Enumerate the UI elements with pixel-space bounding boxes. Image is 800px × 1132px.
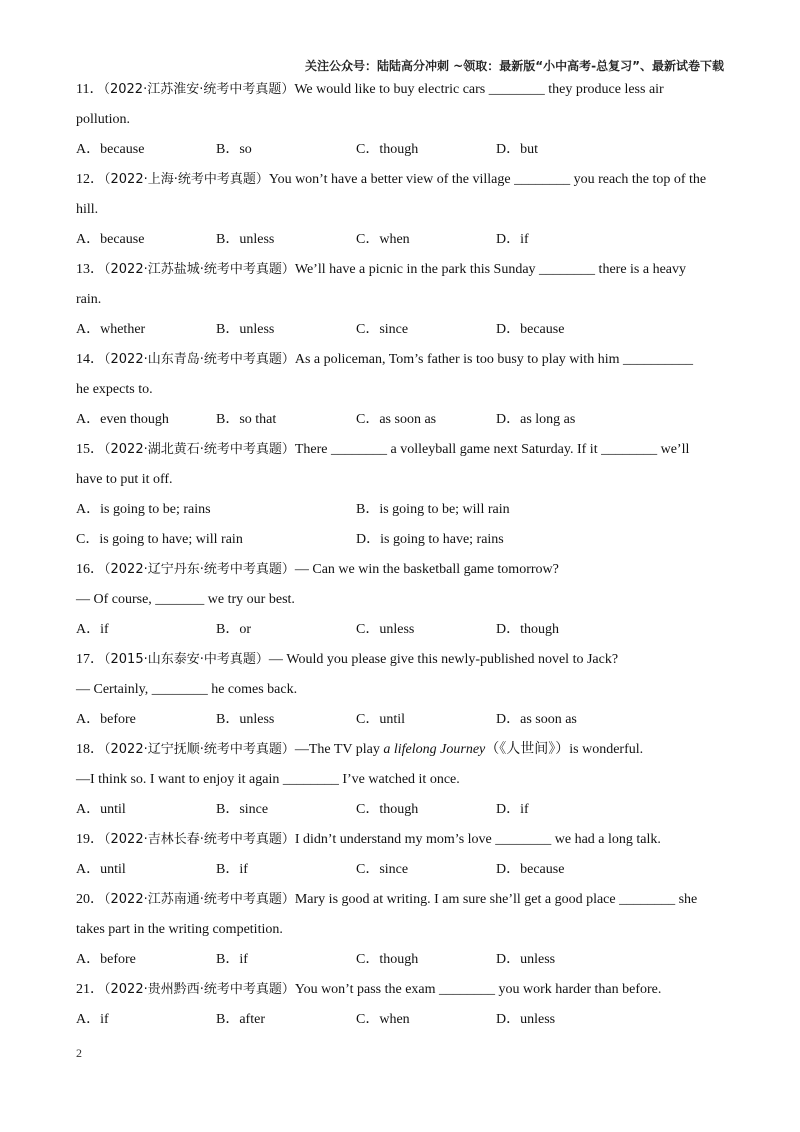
- page-header: 关注公众号：陆陆高分冲刺 ~领取：最新版“小中高考-总复习”、最新试卷下载: [305, 59, 724, 73]
- answer-options: [76, 945, 726, 975]
- question-source: （2022·辽宁丹东·统考中考真题）: [104, 562, 295, 577]
- question-number: 18．: [76, 742, 104, 757]
- question-11: [76, 75, 726, 165]
- question-source: （2022·江苏淮安·统考中考真题）: [103, 82, 295, 97]
- question-number: 16．: [76, 562, 104, 577]
- question-number: 14．: [76, 352, 104, 367]
- question-text: — Would you please give this newly-published novel to Jack?: [268, 652, 619, 667]
- question-list: [76, 75, 726, 1035]
- option-a[interactable]: A．before: [76, 952, 136, 967]
- question-text: Mary is good at writing. I am sure she’ll get a good place ________ she: [294, 892, 698, 907]
- option-b[interactable]: B．so: [216, 142, 252, 157]
- question-text-continued: rain.: [76, 292, 102, 307]
- question-number: 11．: [76, 82, 104, 97]
- answer-options: [76, 855, 726, 885]
- option-c[interactable]: C．when: [356, 1012, 410, 1027]
- question-12: [76, 165, 726, 255]
- question-stem: [76, 345, 726, 375]
- option-c[interactable]: C．unless: [356, 622, 415, 637]
- question-text: We’ll have a picnic in the park this Sunday ________ there is a heavy: [294, 262, 687, 277]
- question-text: We would like to buy electric cars ________ they produce less air: [294, 82, 664, 97]
- question-source: （2015·山东泰安·中考真题）: [104, 652, 269, 667]
- option-a[interactable]: A．before: [76, 712, 136, 727]
- question-number: 19．: [76, 832, 104, 847]
- answer-options: [76, 315, 726, 345]
- option-d[interactable]: D．if: [496, 802, 529, 817]
- option-a[interactable]: A．if: [76, 1012, 109, 1027]
- answer-options: [76, 405, 726, 435]
- question-stem: [76, 975, 726, 1005]
- question-text: As a policeman, Tom’s father is too busy to play with him __________: [294, 352, 693, 367]
- question-text: —The TV play: [294, 742, 384, 757]
- option-a[interactable]: A．is going to be; rains: [76, 502, 211, 517]
- question-source: （2022·贵州黔西·统考中考真题）: [104, 982, 295, 997]
- question-20: [76, 885, 726, 975]
- option-c[interactable]: C．though: [356, 952, 419, 967]
- question-source: （2022·山东青岛·统考中考真题）: [104, 352, 295, 367]
- question-15: [76, 435, 726, 555]
- option-b[interactable]: B．is going to be; will rain: [356, 502, 510, 517]
- answer-options: [76, 225, 726, 255]
- option-b[interactable]: B．unless: [216, 322, 275, 337]
- question-source: （2022·江苏盐城·统考中考真题）: [104, 262, 295, 277]
- question-19: [76, 825, 726, 885]
- option-a[interactable]: A．because: [76, 142, 145, 157]
- question-18: [76, 735, 726, 825]
- question-stem: [76, 825, 726, 855]
- play-title: a lifelong Journey: [383, 742, 486, 757]
- answer-options: [76, 615, 726, 645]
- option-b[interactable]: B．so that: [216, 412, 277, 427]
- answer-options: [76, 795, 726, 825]
- question-text-tail: （《人世间》）is wonderful.: [485, 742, 644, 757]
- option-d[interactable]: D．though: [496, 622, 559, 637]
- answer-options: [76, 495, 726, 525]
- question-text-continued: — Of course, _______ we try our best.: [76, 592, 295, 607]
- answer-options: [76, 705, 726, 735]
- question-14: [76, 345, 726, 435]
- question-text-continued: —I think so. I want to enjoy it again ________ I’ve watched it once.: [76, 772, 460, 787]
- question-stem: [76, 255, 726, 285]
- question-17: [76, 645, 726, 735]
- option-d[interactable]: D．unless: [496, 952, 556, 967]
- option-d[interactable]: D．as long as: [496, 412, 576, 427]
- answer-options: [76, 135, 726, 165]
- option-a[interactable]: A．because: [76, 232, 145, 247]
- option-a[interactable]: A．until: [76, 862, 126, 877]
- option-b[interactable]: B．unless: [216, 232, 275, 247]
- question-16: [76, 555, 726, 645]
- question-text: You won’t pass the exam ________ you work harder than before.: [294, 982, 662, 997]
- question-stem: [76, 555, 726, 585]
- option-a[interactable]: A．whether: [76, 322, 146, 337]
- question-stem: [76, 165, 726, 195]
- question-text-continued: pollution.: [76, 112, 131, 127]
- option-c[interactable]: C．though: [356, 142, 419, 157]
- question-number: 17．: [76, 652, 104, 667]
- question-text-continued: hill.: [76, 202, 99, 217]
- option-c[interactable]: C．is going to have; will rain: [76, 532, 243, 547]
- option-c[interactable]: C．though: [356, 802, 419, 817]
- page-number: 2: [76, 1046, 82, 1060]
- option-a[interactable]: A．until: [76, 802, 126, 817]
- question-text: — Can we win the basketball game tomorrow?: [294, 562, 559, 577]
- question-source: （2022·吉林长春·统考中考真题）: [104, 832, 295, 847]
- question-stem: [76, 435, 726, 465]
- option-d[interactable]: D．but: [496, 142, 538, 157]
- option-b[interactable]: B．after: [216, 1012, 265, 1027]
- option-c[interactable]: C．until: [356, 712, 406, 727]
- option-b[interactable]: B．or: [216, 622, 251, 637]
- option-c[interactable]: C．as soon as: [356, 412, 437, 427]
- question-stem: [76, 885, 726, 915]
- question-source: （2022·江苏南通·统考中考真题）: [104, 892, 295, 907]
- question-source: （2022·辽宁抚顺·统考中考真题）: [104, 742, 295, 757]
- question-text-continued: have to put it off.: [76, 472, 173, 487]
- option-b[interactable]: B．since: [216, 802, 269, 817]
- question-number: 12．: [76, 172, 104, 187]
- option-d[interactable]: D．because: [496, 322, 565, 337]
- question-text-continued: — Certainly, ________ he comes back.: [76, 682, 298, 697]
- option-a[interactable]: A．even though: [76, 412, 169, 427]
- answer-options: [76, 525, 726, 555]
- question-stem: [76, 645, 726, 675]
- question-source: （2022·上海·统考中考真题）: [104, 172, 269, 187]
- answer-options: [76, 1005, 726, 1035]
- question-number: 15．: [76, 442, 104, 457]
- option-b[interactable]: B．if: [216, 952, 248, 967]
- option-b[interactable]: B．if: [216, 862, 248, 877]
- question-source: （2022·湖北黄石·统考中考真题）: [104, 442, 295, 457]
- question-text-continued: he expects to.: [76, 382, 153, 397]
- question-stem: [76, 75, 726, 105]
- option-b[interactable]: B．unless: [216, 712, 275, 727]
- option-c[interactable]: C．when: [356, 232, 410, 247]
- question-text: There ________ a volleyball game next Saturday. If it ________ we’ll: [294, 442, 690, 457]
- question-text: I didn’t understand my mom’s love ________ we had a long talk.: [294, 832, 661, 847]
- option-d[interactable]: D．as soon as: [496, 712, 577, 727]
- option-c[interactable]: C．since: [356, 862, 409, 877]
- option-d[interactable]: D．if: [496, 232, 529, 247]
- question-number: 13．: [76, 262, 104, 277]
- question-text: You won’t have a better view of the village ________ you reach the top of the: [268, 172, 707, 187]
- question-13: [76, 255, 726, 345]
- question-21: [76, 975, 726, 1035]
- option-d[interactable]: D．unless: [496, 1012, 556, 1027]
- question-number: 21．: [76, 982, 104, 997]
- option-a[interactable]: A．if: [76, 622, 109, 637]
- option-c[interactable]: C．since: [356, 322, 409, 337]
- option-d[interactable]: D．is going to have; rains: [356, 532, 504, 547]
- question-stem: [76, 735, 726, 765]
- option-d[interactable]: D．because: [496, 862, 565, 877]
- question-text-continued: takes part in the writing competition.: [76, 922, 283, 937]
- question-number: 20．: [76, 892, 104, 907]
